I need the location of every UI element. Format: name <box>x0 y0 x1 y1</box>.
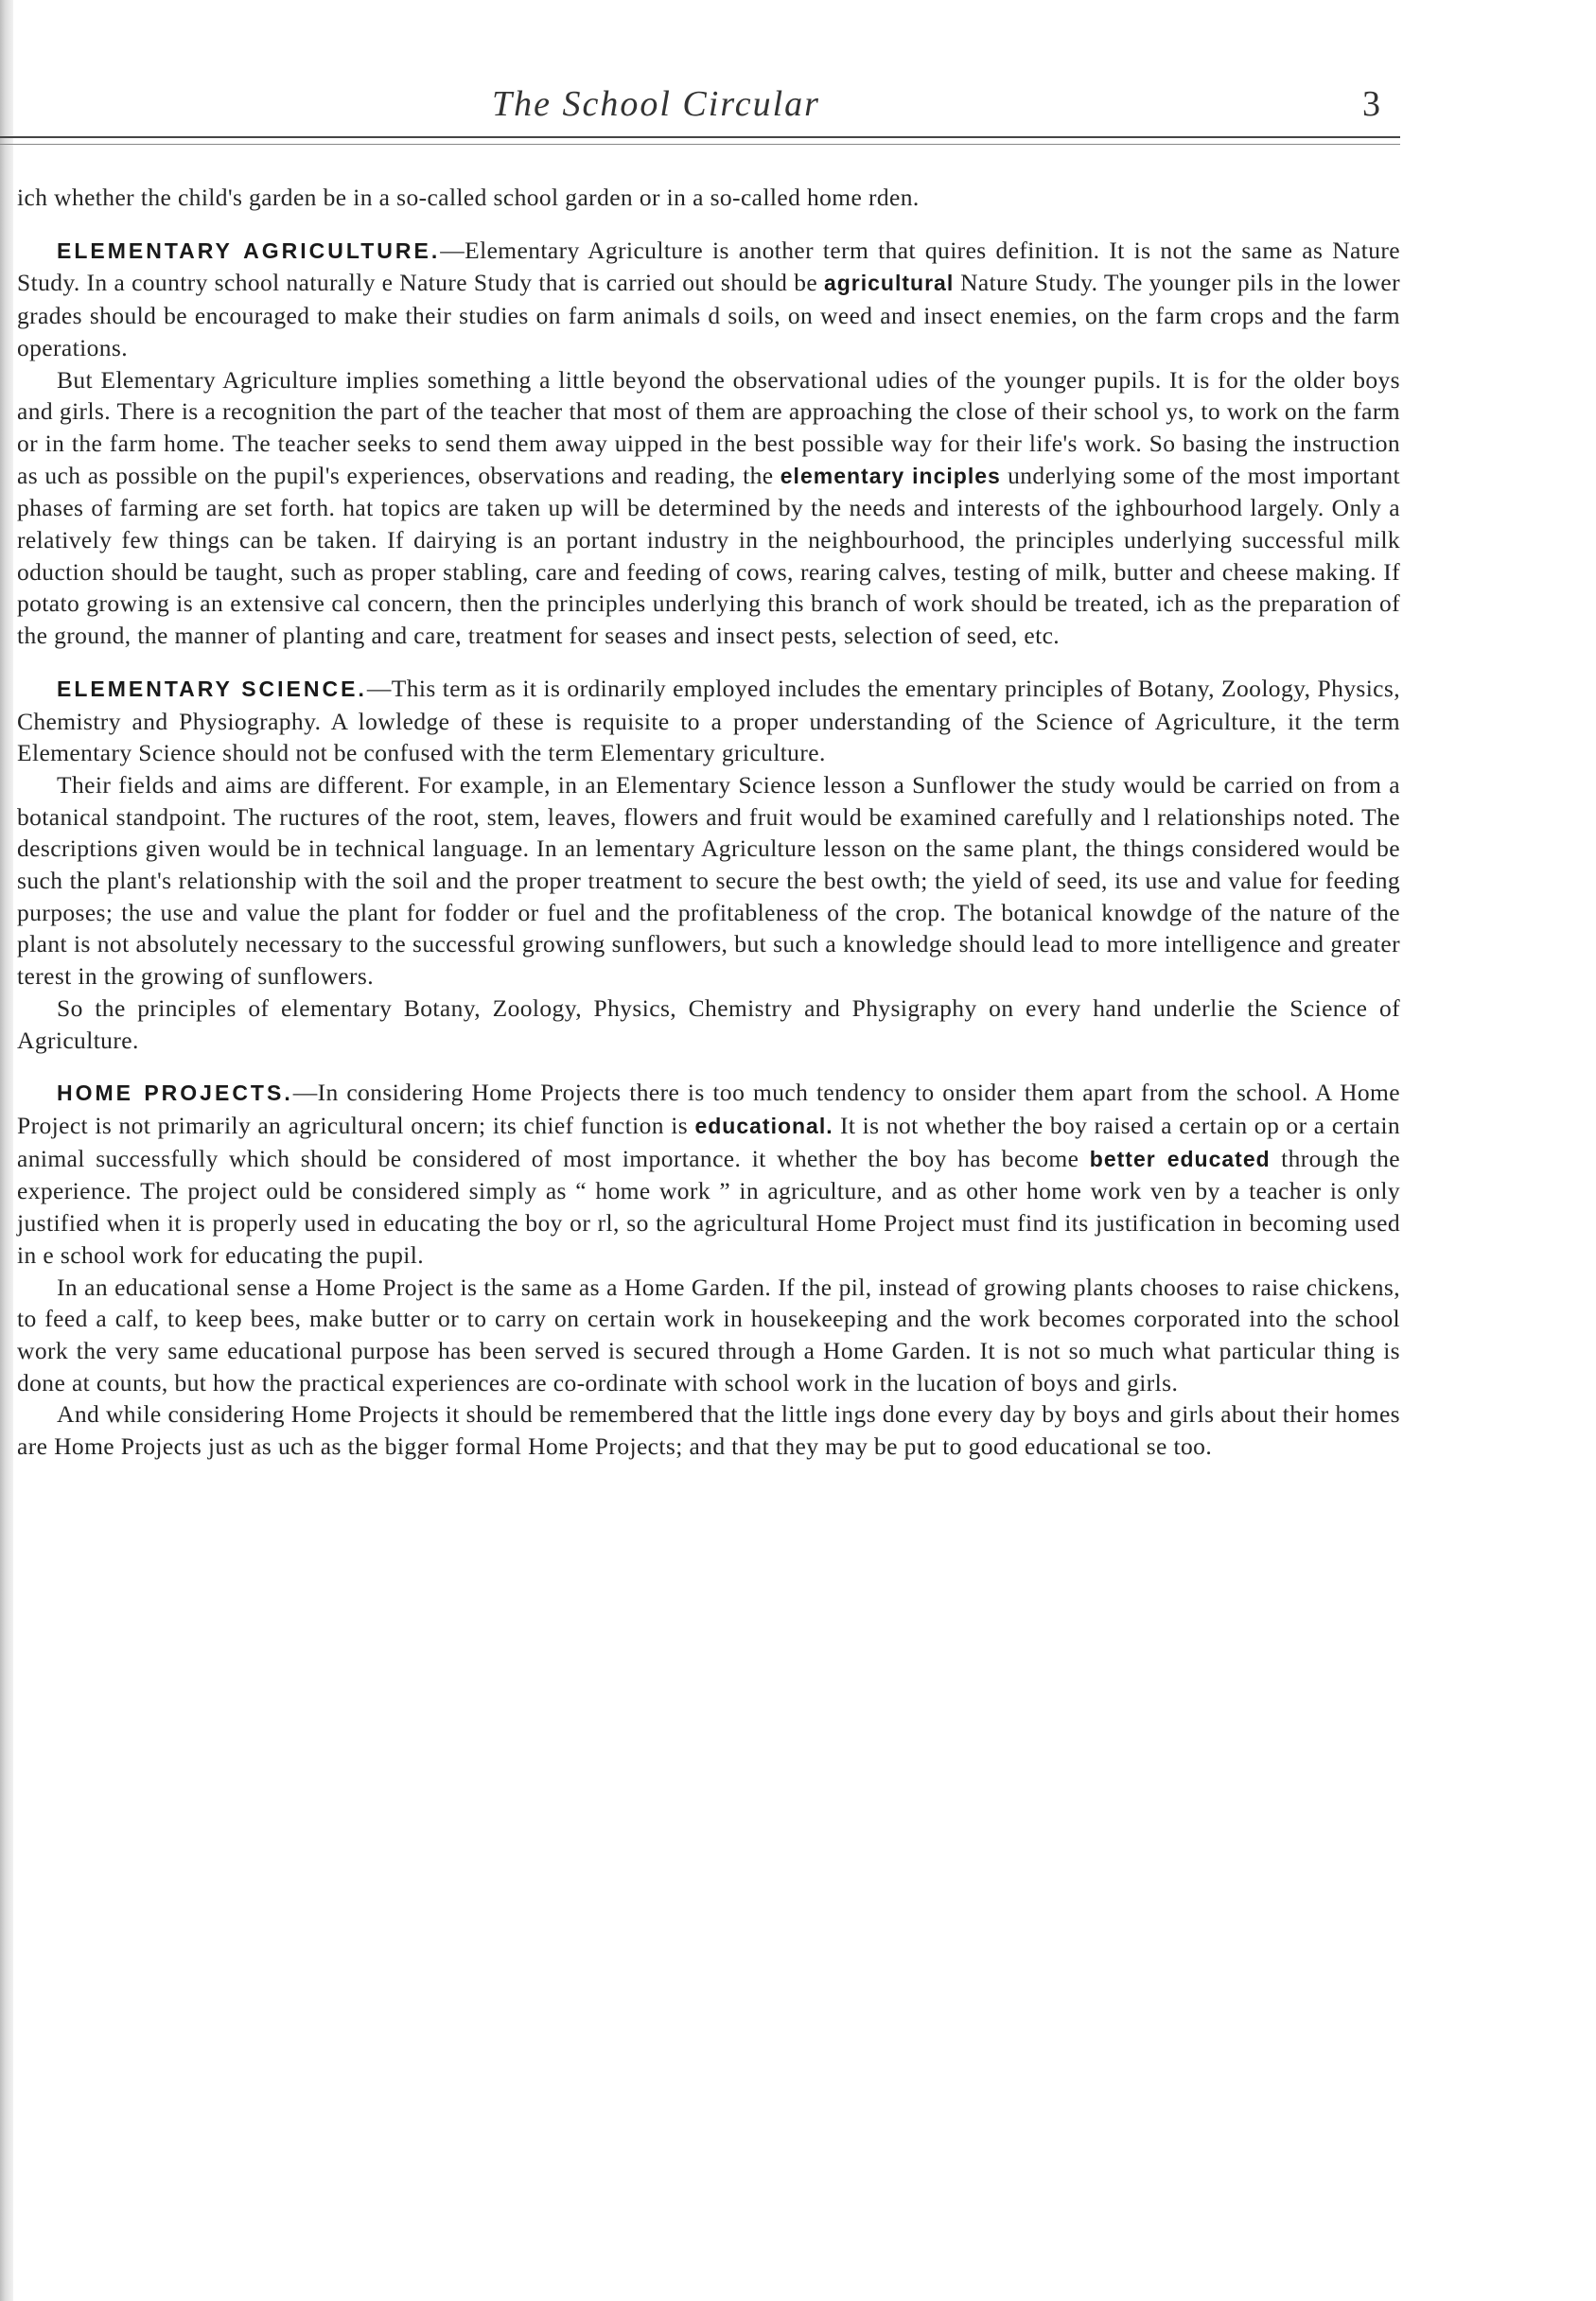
agriculture-p1-emphasis: agricultural <box>823 271 955 296</box>
projects-paragraph-2 <box>17 1272 1400 1399</box>
science-paragraph-2 <box>17 769 1400 992</box>
section-heading-projects: HOME PROJECTS. <box>57 1080 293 1106</box>
projects-p1-text-b: It is not whether the boy raised a certain op or a certain animal successfully which should be considered of most importance. it whether the boy has become <box>17 1111 1401 1172</box>
running-title: The School Circular <box>492 84 820 124</box>
agriculture-p2-text-b: underlying some of the most important phases of farming are set forth. hat topics are taken up will be determined by the needs and interests of the ighbourhood largely. Only a relatively few things can be taken. If dairying is an portant industry in the neighbourhood, the principles underlying successful milk oduction should be taught, such as proper stabling, care and feeding of cows, rearing calves, testing of milk, butter and cheese making. If potato growing is an extensive cal concern, then the principles underlying this branch of work should be treated, ich as the preparation of the ground, the manner of planting and care, treatment for seases and insect pests, selection of seed, etc. <box>17 461 1400 650</box>
agriculture-p2-emphasis: elementary inciples <box>780 463 1001 488</box>
agriculture-p1-text-b: Nature Study. The younger pils in the lower grades should be encouraged to make their studies on farm animals d soils, on weed and insect enemies, on the farm crops and the farm operations. <box>17 269 1400 361</box>
header-rule-thin <box>0 144 1400 145</box>
projects-p1-text-a: —In considering Home Projects there is too much tendency to onsider them apart from the school. A Home Project is not primarily an agricultural oncern; its chief function is <box>17 1079 1400 1139</box>
projects-p3-text: And while considering Home Projects it should be remembered that the little ings done every day by boys and girls about their homes are Home Projects just as uch as the bigger formal Home Projects; and that they may be put to good educational se too. <box>17 1400 1400 1461</box>
science-p3-text: So the principles of elementary Botany, Zoology, Physics, Chemistry and Physigraphy on every hand underlie the Science of Agriculture. <box>17 993 1400 1054</box>
section-heading-agriculture: ELEMENTARY AGRICULTURE. <box>57 237 441 263</box>
science-p2-text: Their fields and aims are different. For example, in an Elementary Science lesson a Sunflower the study would be carried on from a botanical standpoint. The ructures of the root, stem, leaves, flowers and fruit would be examined carefully and l relationships noted. The descriptions given would be in technical language. In an lementary Agriculture lesson on the same plant, the things considered would be such the plant's relationship with the soil and the proper treatment to secure the best owth; the yield of seed, its use and value for feeding purposes; the use and value the plant for fodder or fuel and the profitableness of the crop. The botanical knowdge of the nature of the plant is not absolutely necessary to the successful growing sunflowers, but such a knowledge should lead to more intelligence and greater terest in the growing of sunflowers. <box>17 770 1400 991</box>
intro-paragraph <box>17 182 1400 214</box>
agriculture-p1-text-a: —Elementary Agriculture is another term that quires definition. It is not the same as Nature Study. In a country school naturally e Nature Study that is carried out should be <box>17 236 1400 297</box>
projects-p1-emphasis-1: educational. <box>694 1113 833 1138</box>
science-paragraph-3 <box>17 992 1400 1056</box>
projects-p2-text: In an educational sense a Home Project is the same as a Home Garden. If the pil, instead of growing plants chooses to raise chickens, to feed a calf, to keep bees, make butter or to carry on certain work in housekeeping and the work becomes corporated into the school work the very same educational purpose has been served is secured through a Home Garden. It is not so much what particular thing is done at counts, but how the practical experiences are co-ordinate with school work in the lucation of boys and girls. <box>17 1273 1400 1396</box>
projects-p1-text-c: through the experience. The project ould be considered simply as “ home work ” in agriculture, and as other home work ven by a teacher is only justified when it is properly used in educating the boy or rl, so the agricultural Home Project must find its justification in becoming used in e school work for educating the pupil. <box>17 1144 1400 1269</box>
projects-paragraph-1 <box>17 1077 1400 1271</box>
intro-text: ich whether the child's garden be in a so-called school garden or in a so-called home rden. <box>17 184 920 211</box>
science-p1-text: —This term as it is ordinarily employed includes the ementary principles of Botany, Zoology, Physics, Chemistry and Physiography. A lowledge of these is requisite to a proper understanding of the Science of Agriculture, it the term Elementary Science should not be confused with the term Elementary griculture. <box>17 674 1400 767</box>
science-paragraph-1 <box>17 673 1400 769</box>
page-number: 3 <box>1362 84 1380 124</box>
section-heading-science: ELEMENTARY SCIENCE. <box>57 676 367 701</box>
agriculture-paragraph-1 <box>17 235 1400 364</box>
projects-paragraph-3 <box>17 1398 1400 1462</box>
header-rule <box>0 136 1400 138</box>
agriculture-p2-text-a: But Elementary Agriculture implies something a little beyond the observational udies of the younger pupils. It is for the older boys and girls. There is a recognition the part of the teacher that most of them are approaching the close of their school ys, to work on the farm or in the farm home. The teacher seeks to send them away uipped in the best possible way for their life's work. So basing the instruction as uch as possible on the pupil's experiences, observations and reading, the <box>17 365 1400 489</box>
page-binding-edge <box>0 0 13 2301</box>
agriculture-paragraph-2 <box>17 364 1400 652</box>
page-body <box>17 182 1400 1463</box>
page-header <box>0 74 1419 149</box>
projects-p1-emphasis-2: better educated <box>1089 1146 1271 1171</box>
